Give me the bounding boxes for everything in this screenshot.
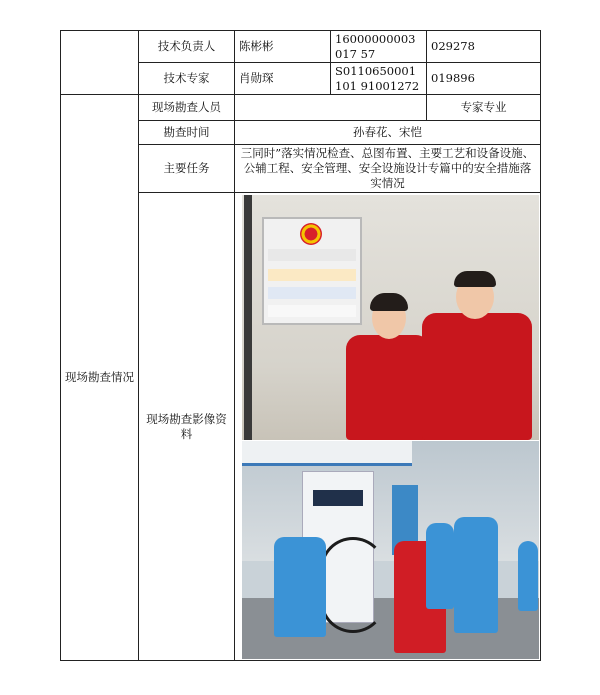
tech-expert-label: 技术专家 <box>139 63 235 95</box>
site-staff-label: 现场勘查人员 <box>139 95 235 121</box>
staff-man-red-coat <box>422 313 532 440</box>
site-staff-value <box>235 95 427 121</box>
tech-expert-cert: S0110650001101 91001272 <box>331 63 427 95</box>
survey-time-value: 孙春花、宋恺 <box>235 121 541 145</box>
tech-lead-code: 029278 <box>427 31 541 63</box>
board-band <box>268 249 356 261</box>
staff-man-hair <box>454 271 496 287</box>
specialty-label: 专家专业 <box>427 95 541 121</box>
tech-expert-code: 019896 <box>427 63 541 95</box>
worker-blue-uniform <box>518 541 538 611</box>
board-band <box>268 305 356 317</box>
main-task-label: 主要任务 <box>139 145 235 193</box>
tech-lead-label: 技术负责人 <box>139 31 235 63</box>
photo-staff-at-fuel-pump <box>242 441 539 659</box>
photo-staff-at-wall-sign <box>242 195 539 440</box>
staff-woman-red-coat <box>346 335 430 440</box>
survey-time-label: 勘查时间 <box>139 121 235 145</box>
worker-blue-uniform <box>274 537 326 637</box>
worker-blue-uniform <box>426 523 454 609</box>
staff-woman-hair <box>370 293 408 311</box>
fuel-hose <box>320 537 386 633</box>
board-band <box>268 287 356 299</box>
row-site-staff <box>61 95 541 121</box>
section-label: 现场勘查情况 <box>61 95 139 661</box>
worker-blue-uniform <box>454 517 498 633</box>
company-logo-icon <box>300 223 322 245</box>
blank-left-cell <box>61 31 139 95</box>
drain-pipe <box>244 195 252 440</box>
tech-lead-name: 陈彬彬 <box>235 31 331 63</box>
tech-expert-name: 肖勋琛 <box>235 63 331 95</box>
pump-screen <box>313 490 363 506</box>
site-photos-label: 现场勘查影像资料 <box>139 193 235 661</box>
main-task-value: 三同时”落实情况检查、总图布置、主要工艺和设备设施、公辅工程、安全管理、安全设施设计专篇中的安全措施落实情况 <box>235 145 541 193</box>
tech-lead-cert: 16000000003017 57 <box>331 31 427 63</box>
row-tech-lead <box>61 31 541 63</box>
station-canopy <box>242 441 412 466</box>
station-info-board <box>262 217 362 325</box>
board-band <box>268 269 356 281</box>
